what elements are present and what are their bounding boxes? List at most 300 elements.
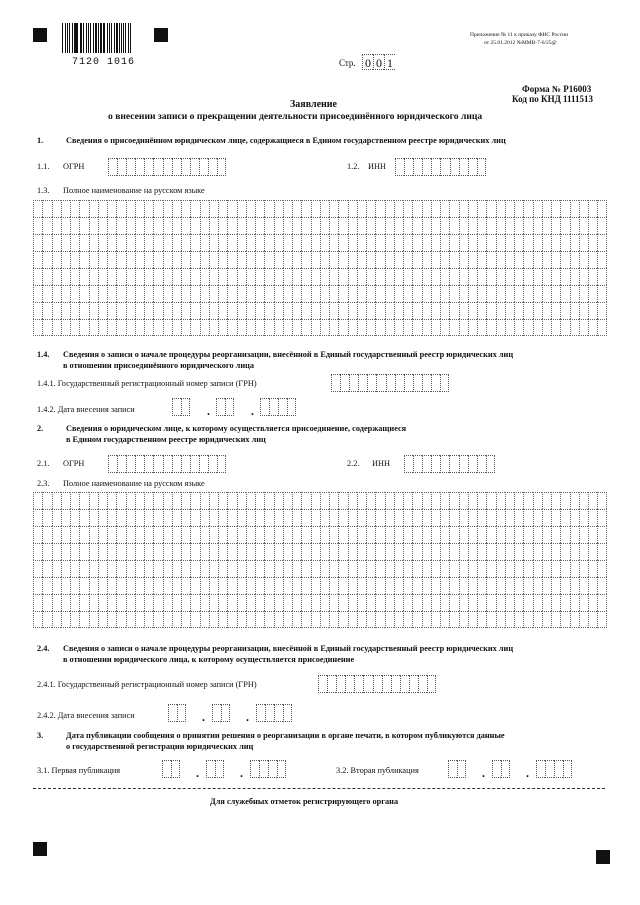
- name-cell[interactable]: [329, 251, 338, 268]
- name-cell[interactable]: [486, 302, 495, 319]
- name-cell[interactable]: [209, 285, 218, 302]
- name-cell[interactable]: [61, 560, 70, 577]
- input-cell[interactable]: [400, 675, 409, 693]
- name-cell[interactable]: [514, 217, 523, 234]
- name-cell[interactable]: [357, 543, 366, 560]
- name-cell[interactable]: [579, 285, 588, 302]
- name-cell[interactable]: [385, 200, 394, 217]
- name-cell[interactable]: [468, 560, 477, 577]
- inn-input-1[interactable]: [395, 158, 486, 176]
- name-cell[interactable]: [274, 577, 283, 594]
- input-cell[interactable]: [274, 704, 283, 722]
- name-cell[interactable]: [431, 611, 440, 628]
- name-cell[interactable]: [98, 234, 107, 251]
- name-cell[interactable]: [79, 217, 88, 234]
- name-cell[interactable]: [588, 577, 597, 594]
- name-cell[interactable]: [52, 234, 61, 251]
- name-cell[interactable]: [98, 268, 107, 285]
- name-cell[interactable]: [89, 560, 98, 577]
- name-cell[interactable]: [42, 560, 51, 577]
- name-cell[interactable]: [468, 543, 477, 560]
- input-cell[interactable]: [269, 398, 278, 416]
- input-cell[interactable]: [217, 158, 226, 176]
- name-cell[interactable]: [126, 285, 135, 302]
- name-cell[interactable]: [560, 560, 569, 577]
- name-cell[interactable]: [338, 234, 347, 251]
- name-cell[interactable]: [153, 319, 162, 336]
- name-cell[interactable]: [209, 302, 218, 319]
- name-cell[interactable]: [468, 302, 477, 319]
- name-cell[interactable]: [403, 526, 412, 543]
- name-cell[interactable]: [98, 200, 107, 217]
- input-cell[interactable]: [468, 158, 477, 176]
- name-cell[interactable]: [412, 285, 421, 302]
- name-cell[interactable]: [551, 611, 560, 628]
- name-cell[interactable]: [200, 611, 209, 628]
- name-cell[interactable]: [61, 302, 70, 319]
- name-cell[interactable]: [523, 285, 532, 302]
- name-cell[interactable]: [311, 302, 320, 319]
- name-cell[interactable]: [264, 234, 273, 251]
- name-cell[interactable]: [181, 492, 190, 509]
- name-cell[interactable]: [366, 492, 375, 509]
- name-cell[interactable]: [385, 268, 394, 285]
- name-cell[interactable]: [181, 509, 190, 526]
- name-cell[interactable]: [33, 594, 42, 611]
- name-cell[interactable]: [61, 526, 70, 543]
- name-cell[interactable]: [505, 492, 514, 509]
- name-cell[interactable]: [218, 594, 227, 611]
- name-cell[interactable]: [459, 217, 468, 234]
- name-cell[interactable]: [209, 234, 218, 251]
- name-cell[interactable]: [255, 234, 264, 251]
- name-cell[interactable]: [89, 251, 98, 268]
- name-cell[interactable]: [107, 543, 116, 560]
- name-cell[interactable]: [237, 285, 246, 302]
- name-cell[interactable]: [422, 268, 431, 285]
- name-cell[interactable]: [227, 268, 236, 285]
- name-cell[interactable]: [560, 611, 569, 628]
- name-cell[interactable]: [42, 268, 51, 285]
- name-cell[interactable]: [431, 492, 440, 509]
- input-cell[interactable]: [422, 455, 431, 473]
- input-cell[interactable]: [177, 704, 186, 722]
- name-cell[interactable]: [496, 492, 505, 509]
- name-cell[interactable]: [440, 200, 449, 217]
- name-cell[interactable]: [33, 268, 42, 285]
- name-cell[interactable]: [190, 251, 199, 268]
- name-cell[interactable]: [237, 509, 246, 526]
- name-cell[interactable]: [449, 509, 458, 526]
- name-cell[interactable]: [218, 560, 227, 577]
- name-cell[interactable]: [70, 526, 79, 543]
- name-cell[interactable]: [570, 268, 579, 285]
- name-cell[interactable]: [375, 594, 384, 611]
- name-cell[interactable]: [338, 251, 347, 268]
- input-cell[interactable]: [168, 704, 177, 722]
- name-cell[interactable]: [144, 509, 153, 526]
- name-cell[interactable]: [329, 543, 338, 560]
- name-cell[interactable]: [477, 492, 486, 509]
- name-cell[interactable]: [542, 577, 551, 594]
- name-cell[interactable]: [70, 611, 79, 628]
- name-cell[interactable]: [172, 268, 181, 285]
- name-cell[interactable]: [52, 509, 61, 526]
- name-cell[interactable]: [449, 611, 458, 628]
- name-cell[interactable]: [523, 611, 532, 628]
- name-cell[interactable]: [412, 200, 421, 217]
- name-cell[interactable]: [42, 251, 51, 268]
- name-cell[interactable]: [264, 285, 273, 302]
- name-cell[interactable]: [274, 319, 283, 336]
- name-cell[interactable]: [126, 268, 135, 285]
- name-cell[interactable]: [338, 302, 347, 319]
- name-cell[interactable]: [237, 200, 246, 217]
- name-cell[interactable]: [375, 509, 384, 526]
- name-cell[interactable]: [468, 492, 477, 509]
- name-cell[interactable]: [301, 577, 310, 594]
- name-cell[interactable]: [523, 577, 532, 594]
- name-cell[interactable]: [172, 526, 181, 543]
- name-cell[interactable]: [357, 217, 366, 234]
- name-cell[interactable]: [246, 200, 255, 217]
- name-cell[interactable]: [181, 577, 190, 594]
- name-cell[interactable]: [449, 217, 458, 234]
- name-cell[interactable]: [116, 611, 125, 628]
- name-cell[interactable]: [542, 526, 551, 543]
- input-cell[interactable]: [358, 374, 367, 392]
- input-cell[interactable]: [450, 158, 459, 176]
- name-cell[interactable]: [477, 302, 486, 319]
- name-cell[interactable]: [283, 611, 292, 628]
- name-cell[interactable]: [579, 560, 588, 577]
- name-cell[interactable]: [116, 302, 125, 319]
- name-cell[interactable]: [61, 594, 70, 611]
- name-cell[interactable]: [264, 526, 273, 543]
- name-cell[interactable]: [135, 543, 144, 560]
- name-cell[interactable]: [551, 577, 560, 594]
- name-cell[interactable]: [283, 285, 292, 302]
- name-cell[interactable]: [181, 251, 190, 268]
- name-cell[interactable]: [283, 200, 292, 217]
- name-cell[interactable]: [366, 543, 375, 560]
- name-cell[interactable]: [385, 302, 394, 319]
- name-cell[interactable]: [468, 217, 477, 234]
- name-cell[interactable]: [89, 509, 98, 526]
- name-cell[interactable]: [385, 577, 394, 594]
- name-cell[interactable]: [227, 509, 236, 526]
- name-cell[interactable]: [283, 492, 292, 509]
- input-cell[interactable]: [501, 760, 510, 778]
- name-cell[interactable]: [431, 200, 440, 217]
- name-cell[interactable]: [440, 302, 449, 319]
- input-cell[interactable]: [477, 455, 486, 473]
- input-cell[interactable]: [190, 455, 199, 473]
- name-cell[interactable]: [412, 492, 421, 509]
- name-cell[interactable]: [338, 200, 347, 217]
- name-cell[interactable]: [153, 526, 162, 543]
- name-cell[interactable]: [274, 285, 283, 302]
- name-cell[interactable]: [79, 268, 88, 285]
- name-cell[interactable]: [70, 577, 79, 594]
- name-cell[interactable]: [246, 543, 255, 560]
- name-cell[interactable]: [311, 217, 320, 234]
- name-cell[interactable]: [348, 492, 357, 509]
- name-cell[interactable]: [338, 509, 347, 526]
- name-cell[interactable]: [514, 234, 523, 251]
- name-cell[interactable]: [440, 577, 449, 594]
- name-cell[interactable]: [163, 611, 172, 628]
- name-cell[interactable]: [200, 285, 209, 302]
- name-cell[interactable]: [301, 594, 310, 611]
- name-cell[interactable]: [218, 492, 227, 509]
- name-cell[interactable]: [33, 560, 42, 577]
- name-cell[interactable]: [89, 577, 98, 594]
- name-cell[interactable]: [246, 319, 255, 336]
- name-cell[interactable]: [163, 234, 172, 251]
- name-cell[interactable]: [33, 302, 42, 319]
- name-cell[interactable]: [246, 611, 255, 628]
- name-cell[interactable]: [588, 251, 597, 268]
- name-cell[interactable]: [375, 560, 384, 577]
- input-cell[interactable]: [395, 374, 404, 392]
- name-cell[interactable]: [394, 509, 403, 526]
- name-cell[interactable]: [514, 492, 523, 509]
- name-cell[interactable]: [412, 526, 421, 543]
- name-cell[interactable]: [459, 492, 468, 509]
- name-cell[interactable]: [209, 268, 218, 285]
- name-cell[interactable]: [274, 268, 283, 285]
- name-cell[interactable]: [431, 594, 440, 611]
- name-cell[interactable]: [486, 268, 495, 285]
- name-cell[interactable]: [560, 234, 569, 251]
- name-cell[interactable]: [274, 234, 283, 251]
- name-cell[interactable]: [163, 560, 172, 577]
- name-cell[interactable]: [459, 560, 468, 577]
- name-cell[interactable]: [190, 268, 199, 285]
- name-cell[interactable]: [227, 319, 236, 336]
- name-cell[interactable]: [292, 285, 301, 302]
- name-cell[interactable]: [283, 526, 292, 543]
- name-cell[interactable]: [163, 594, 172, 611]
- name-cell[interactable]: [357, 251, 366, 268]
- name-cell[interactable]: [440, 492, 449, 509]
- name-cell[interactable]: [218, 509, 227, 526]
- name-cell[interactable]: [560, 217, 569, 234]
- name-cell[interactable]: [394, 560, 403, 577]
- name-cell[interactable]: [163, 200, 172, 217]
- name-cell[interactable]: [431, 234, 440, 251]
- name-cell[interactable]: [52, 251, 61, 268]
- name-cell[interactable]: [301, 560, 310, 577]
- name-cell[interactable]: [61, 285, 70, 302]
- name-cell[interactable]: [385, 509, 394, 526]
- name-cell[interactable]: [218, 319, 227, 336]
- name-cell[interactable]: [496, 200, 505, 217]
- name-cell[interactable]: [551, 560, 560, 577]
- name-cell[interactable]: [227, 217, 236, 234]
- input-cell[interactable]: [536, 760, 545, 778]
- name-cell[interactable]: [366, 268, 375, 285]
- name-cell[interactable]: [33, 526, 42, 543]
- name-cell[interactable]: [107, 577, 116, 594]
- name-cell[interactable]: [209, 611, 218, 628]
- name-cell[interactable]: [70, 285, 79, 302]
- name-cell[interactable]: [301, 319, 310, 336]
- name-cell[interactable]: [42, 302, 51, 319]
- name-cell[interactable]: [514, 302, 523, 319]
- name-cell[interactable]: [52, 217, 61, 234]
- name-cell[interactable]: [153, 577, 162, 594]
- name-cell[interactable]: [329, 200, 338, 217]
- name-cell[interactable]: [89, 611, 98, 628]
- name-cell[interactable]: [144, 302, 153, 319]
- name-cell[interactable]: [79, 285, 88, 302]
- name-cell[interactable]: [311, 234, 320, 251]
- name-cell[interactable]: [440, 285, 449, 302]
- name-cell[interactable]: [375, 285, 384, 302]
- name-cell[interactable]: [42, 234, 51, 251]
- name-cell[interactable]: [227, 302, 236, 319]
- name-cell[interactable]: [52, 526, 61, 543]
- name-cell[interactable]: [320, 319, 329, 336]
- name-cell[interactable]: [209, 526, 218, 543]
- name-cell[interactable]: [126, 594, 135, 611]
- name-cell[interactable]: [505, 611, 514, 628]
- name-cell[interactable]: [320, 526, 329, 543]
- name-cell[interactable]: [440, 560, 449, 577]
- input-cell[interactable]: [199, 158, 208, 176]
- name-cell[interactable]: [33, 217, 42, 234]
- name-cell[interactable]: [274, 543, 283, 560]
- name-cell[interactable]: [255, 268, 264, 285]
- name-cell[interactable]: [61, 200, 70, 217]
- name-cell[interactable]: [533, 543, 542, 560]
- name-cell[interactable]: [153, 560, 162, 577]
- name-cell[interactable]: [431, 217, 440, 234]
- pub2-date-day[interactable]: [448, 760, 466, 778]
- name-cell[interactable]: [542, 217, 551, 234]
- name-cell[interactable]: [440, 594, 449, 611]
- name-cell[interactable]: [348, 302, 357, 319]
- name-cell[interactable]: [440, 251, 449, 268]
- name-cell[interactable]: [107, 611, 116, 628]
- name-cell[interactable]: [459, 611, 468, 628]
- name-cell[interactable]: [237, 251, 246, 268]
- input-cell[interactable]: [431, 158, 440, 176]
- name-cell[interactable]: [292, 543, 301, 560]
- name-cell[interactable]: [190, 594, 199, 611]
- name-cell[interactable]: [486, 594, 495, 611]
- name-cell[interactable]: [311, 492, 320, 509]
- name-cell[interactable]: [320, 492, 329, 509]
- name-cell[interactable]: [301, 268, 310, 285]
- name-cell[interactable]: [144, 492, 153, 509]
- input-cell[interactable]: [172, 398, 181, 416]
- name-cell[interactable]: [42, 594, 51, 611]
- input-cell[interactable]: [259, 760, 268, 778]
- name-cell[interactable]: [422, 526, 431, 543]
- name-cell[interactable]: [209, 200, 218, 217]
- name-cell[interactable]: [579, 509, 588, 526]
- name-cell[interactable]: [89, 302, 98, 319]
- name-cell[interactable]: [200, 577, 209, 594]
- name-cell[interactable]: [70, 543, 79, 560]
- name-cell[interactable]: [153, 268, 162, 285]
- input-cell[interactable]: [172, 158, 181, 176]
- input-cell[interactable]: [422, 158, 431, 176]
- name-cell[interactable]: [449, 268, 458, 285]
- name-cell[interactable]: [135, 200, 144, 217]
- name-cell[interactable]: [394, 319, 403, 336]
- date-input-2-year[interactable]: [256, 704, 292, 722]
- name-cell[interactable]: [505, 268, 514, 285]
- name-cell[interactable]: [311, 285, 320, 302]
- name-cell[interactable]: [79, 492, 88, 509]
- name-cell[interactable]: [551, 509, 560, 526]
- name-cell[interactable]: [246, 268, 255, 285]
- input-cell[interactable]: [440, 158, 449, 176]
- name-cell[interactable]: [385, 251, 394, 268]
- input-cell[interactable]: [117, 158, 126, 176]
- name-cell[interactable]: [301, 217, 310, 234]
- name-cell[interactable]: [533, 285, 542, 302]
- name-cell[interactable]: [385, 594, 394, 611]
- name-cell[interactable]: [440, 526, 449, 543]
- name-cell[interactable]: [560, 594, 569, 611]
- grn-input-1[interactable]: [331, 374, 449, 392]
- name-cell[interactable]: [190, 543, 199, 560]
- name-cell[interactable]: [116, 492, 125, 509]
- input-cell[interactable]: [117, 455, 126, 473]
- input-cell[interactable]: [283, 704, 292, 722]
- name-cell[interactable]: [227, 543, 236, 560]
- name-cell[interactable]: [61, 577, 70, 594]
- name-cell[interactable]: [579, 611, 588, 628]
- name-cell[interactable]: [375, 217, 384, 234]
- name-cell[interactable]: [412, 543, 421, 560]
- name-cell[interactable]: [237, 492, 246, 509]
- name-cell[interactable]: [264, 217, 273, 234]
- name-cell[interactable]: [412, 234, 421, 251]
- name-cell[interactable]: [227, 251, 236, 268]
- input-cell[interactable]: [449, 455, 458, 473]
- name-cell[interactable]: [579, 319, 588, 336]
- name-cell[interactable]: [486, 200, 495, 217]
- name-cell[interactable]: [135, 560, 144, 577]
- name-cell[interactable]: [579, 217, 588, 234]
- name-cell[interactable]: [570, 200, 579, 217]
- name-cell[interactable]: [486, 251, 495, 268]
- name-cell[interactable]: [79, 319, 88, 336]
- name-cell[interactable]: [496, 268, 505, 285]
- name-cell[interactable]: [98, 509, 107, 526]
- name-cell[interactable]: [227, 285, 236, 302]
- name-cell[interactable]: [163, 319, 172, 336]
- name-cell[interactable]: [570, 526, 579, 543]
- input-cell[interactable]: [492, 760, 501, 778]
- name-cell[interactable]: [449, 251, 458, 268]
- input-cell[interactable]: [427, 675, 436, 693]
- name-cell[interactable]: [52, 268, 61, 285]
- input-cell[interactable]: [265, 704, 274, 722]
- name-cell[interactable]: [292, 268, 301, 285]
- name-cell[interactable]: [163, 268, 172, 285]
- input-cell[interactable]: [260, 398, 269, 416]
- name-cell[interactable]: [477, 251, 486, 268]
- name-cell[interactable]: [459, 285, 468, 302]
- name-cell[interactable]: [505, 285, 514, 302]
